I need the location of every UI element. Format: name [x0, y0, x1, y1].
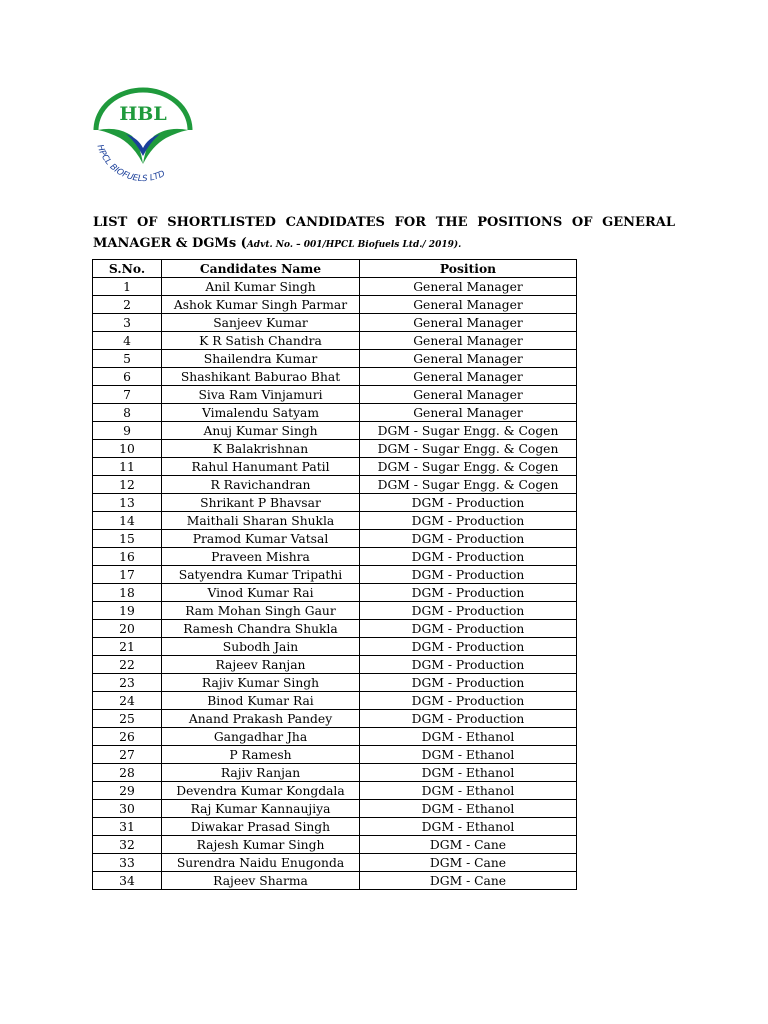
cell-name: Shashikant Baburao Bhat [162, 368, 360, 386]
cell-name: Gangadhar Jha [162, 728, 360, 746]
table-row [93, 296, 577, 314]
table-row [93, 872, 577, 890]
table-row [93, 692, 577, 710]
table-row [93, 764, 577, 782]
table-row [93, 728, 577, 746]
cell-sno: 26 [93, 728, 162, 746]
cell-position: DGM - Production [360, 548, 577, 566]
table-row [93, 368, 577, 386]
cell-sno: 9 [93, 422, 162, 440]
cell-name: Maithali Sharan Shukla [162, 512, 360, 530]
cell-position: DGM - Production [360, 584, 577, 602]
cell-sno: 19 [93, 602, 162, 620]
table-row [93, 386, 577, 404]
table-row [93, 854, 577, 872]
cell-position: General Manager [360, 386, 577, 404]
cell-sno: 4 [93, 332, 162, 350]
cell-sno: 23 [93, 674, 162, 692]
cell-name: Surendra Naidu Enugonda [162, 854, 360, 872]
cell-sno: 8 [93, 404, 162, 422]
cell-position: DGM - Sugar Engg. & Cogen [360, 440, 577, 458]
cell-sno: 28 [93, 764, 162, 782]
candidates-table [92, 259, 577, 890]
cell-sno: 5 [93, 350, 162, 368]
cell-sno: 22 [93, 656, 162, 674]
cell-position: DGM - Production [360, 620, 577, 638]
table-row [93, 584, 577, 602]
table-row [93, 494, 577, 512]
cell-name: Devendra Kumar Kongdala [162, 782, 360, 800]
cell-name: K Balakrishnan [162, 440, 360, 458]
cell-position: DGM - Cane [360, 872, 577, 890]
cell-position: DGM - Production [360, 512, 577, 530]
table-row [93, 656, 577, 674]
cell-position: DGM - Ethanol [360, 818, 577, 836]
cell-name: Sanjeev Kumar [162, 314, 360, 332]
table-row [93, 332, 577, 350]
table-row [93, 638, 577, 656]
cell-name: P Ramesh [162, 746, 360, 764]
table-row [93, 602, 577, 620]
cell-name: Siva Ram Vinjamuri [162, 386, 360, 404]
table-row [93, 458, 577, 476]
table-row [93, 422, 577, 440]
cell-sno: 12 [93, 476, 162, 494]
cell-position: DGM - Ethanol [360, 764, 577, 782]
cell-name: Vimalendu Satyam [162, 404, 360, 422]
cell-name: Rajiv Kumar Singh [162, 674, 360, 692]
table-row [93, 512, 577, 530]
cell-position: General Manager [360, 332, 577, 350]
logo-leaf-right [143, 129, 188, 164]
hbl-logo [88, 86, 198, 186]
document-heading [93, 212, 675, 256]
table-row [93, 530, 577, 548]
cell-name: Shailendra Kumar [162, 350, 360, 368]
table-row [93, 746, 577, 764]
cell-position: DGM - Ethanol [360, 728, 577, 746]
cell-name: Rajiv Ranjan [162, 764, 360, 782]
cell-position: General Manager [360, 368, 577, 386]
cell-name: Diwakar Prasad Singh [162, 818, 360, 836]
table-row [93, 440, 577, 458]
cell-position: General Manager [360, 350, 577, 368]
cell-sno: 21 [93, 638, 162, 656]
table-header-row [93, 260, 577, 278]
cell-name: Rahul Hanumant Patil [162, 458, 360, 476]
table-row [93, 476, 577, 494]
cell-name: Rajesh Kumar Singh [162, 836, 360, 854]
cell-position: DGM - Production [360, 602, 577, 620]
cell-position: General Manager [360, 296, 577, 314]
cell-name: Ashok Kumar Singh Parmar [162, 296, 360, 314]
cell-sno: 20 [93, 620, 162, 638]
heading-advt: Advt. No. – 001/HPCL Biofuels Ltd./ 2019). [246, 240, 462, 250]
table-row [93, 818, 577, 836]
cell-name: Anuj Kumar Singh [162, 422, 360, 440]
cell-position: DGM - Production [360, 674, 577, 692]
cell-sno: 10 [93, 440, 162, 458]
table-body [93, 278, 577, 890]
table-row [93, 278, 577, 296]
cell-position: DGM - Cane [360, 836, 577, 854]
cell-name: Subodh Jain [162, 638, 360, 656]
cell-sno: 13 [93, 494, 162, 512]
table-row [93, 800, 577, 818]
header-sno: S.No. [93, 260, 162, 278]
cell-sno: 31 [93, 818, 162, 836]
hbl-logo-icon [88, 86, 198, 186]
cell-position: General Manager [360, 314, 577, 332]
cell-position: DGM - Production [360, 638, 577, 656]
logo-text: HBL [119, 103, 167, 125]
cell-name: Binod Kumar Rai [162, 692, 360, 710]
cell-name: R Ravichandran [162, 476, 360, 494]
cell-name: Satyendra Kumar Tripathi [162, 566, 360, 584]
logo-arc-text: HPCL BIOFUELS LTD [94, 143, 167, 185]
table-row [93, 314, 577, 332]
table-row [93, 782, 577, 800]
cell-sno: 15 [93, 530, 162, 548]
table-row [93, 404, 577, 422]
cell-sno: 14 [93, 512, 162, 530]
cell-name: Praveen Mishra [162, 548, 360, 566]
cell-position: DGM - Sugar Engg. & Cogen [360, 458, 577, 476]
heading-main: LIST OF SHORTLISTED CANDIDATES FOR THE POSITIONS OF GENERAL MANAGER & DGMs ( [93, 215, 675, 251]
cell-sno: 34 [93, 872, 162, 890]
cell-position: DGM - Production [360, 530, 577, 548]
cell-position: General Manager [360, 278, 577, 296]
cell-name: Raj Kumar Kannaujiya [162, 800, 360, 818]
table-row [93, 710, 577, 728]
cell-name: Anil Kumar Singh [162, 278, 360, 296]
header-position: Position [360, 260, 577, 278]
cell-sno: 6 [93, 368, 162, 386]
table-row [93, 548, 577, 566]
table-row [93, 620, 577, 638]
cell-sno: 2 [93, 296, 162, 314]
cell-sno: 25 [93, 710, 162, 728]
cell-sno: 30 [93, 800, 162, 818]
cell-sno: 33 [93, 854, 162, 872]
cell-position: DGM - Ethanol [360, 782, 577, 800]
cell-position: DGM - Production [360, 494, 577, 512]
cell-position: DGM - Production [360, 566, 577, 584]
cell-position: General Manager [360, 404, 577, 422]
cell-position: DGM - Sugar Engg. & Cogen [360, 422, 577, 440]
cell-sno: 17 [93, 566, 162, 584]
cell-position: DGM - Production [360, 692, 577, 710]
cell-position: DGM - Ethanol [360, 746, 577, 764]
cell-sno: 1 [93, 278, 162, 296]
cell-position: DGM - Cane [360, 854, 577, 872]
cell-name: K R Satish Chandra [162, 332, 360, 350]
cell-position: DGM - Production [360, 656, 577, 674]
cell-sno: 24 [93, 692, 162, 710]
cell-sno: 27 [93, 746, 162, 764]
header-name: Candidates Name [162, 260, 360, 278]
table-row [93, 566, 577, 584]
cell-position: DGM - Ethanol [360, 800, 577, 818]
cell-name: Rajeev Ranjan [162, 656, 360, 674]
table-row [93, 674, 577, 692]
cell-name: Ramesh Chandra Shukla [162, 620, 360, 638]
cell-sno: 16 [93, 548, 162, 566]
cell-name: Rajeev Sharma [162, 872, 360, 890]
cell-sno: 29 [93, 782, 162, 800]
cell-sno: 7 [93, 386, 162, 404]
table-row [93, 350, 577, 368]
cell-sno: 3 [93, 314, 162, 332]
cell-name: Pramod Kumar Vatsal [162, 530, 360, 548]
table-row [93, 836, 577, 854]
cell-position: DGM - Sugar Engg. & Cogen [360, 476, 577, 494]
cell-sno: 18 [93, 584, 162, 602]
cell-position: DGM - Production [360, 710, 577, 728]
cell-name: Ram Mohan Singh Gaur [162, 602, 360, 620]
cell-name: Shrikant P Bhavsar [162, 494, 360, 512]
cell-name: Anand Prakash Pandey [162, 710, 360, 728]
cell-sno: 11 [93, 458, 162, 476]
cell-name: Vinod Kumar Rai [162, 584, 360, 602]
cell-sno: 32 [93, 836, 162, 854]
